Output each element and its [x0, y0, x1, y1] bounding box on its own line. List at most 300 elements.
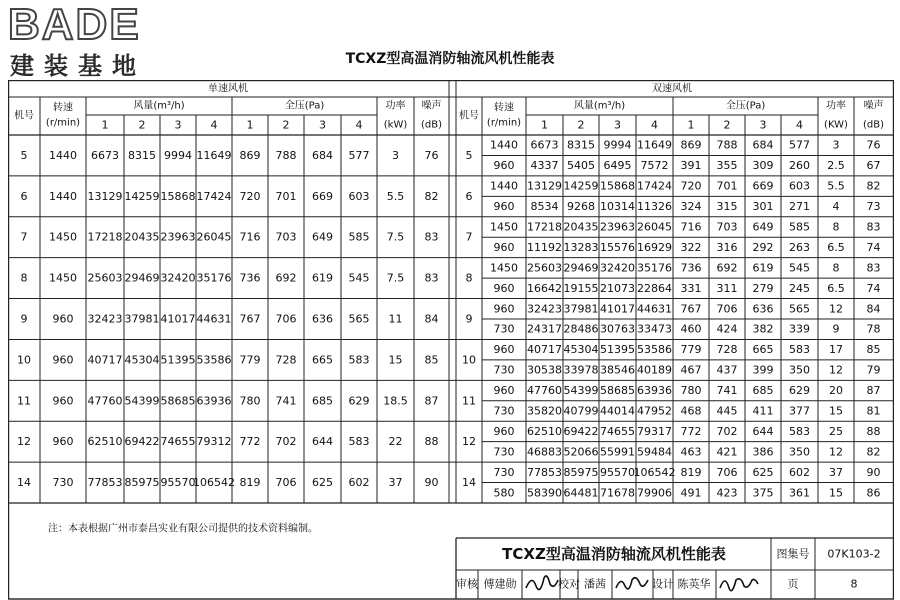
double-cell: 960 — [493, 424, 515, 438]
double-cell: 701 — [716, 179, 738, 193]
double-cell: 468 — [680, 404, 702, 418]
double-cell: 19155 — [563, 281, 599, 295]
double-cell: 76 — [866, 138, 881, 152]
double-model-cell: 11 — [462, 394, 476, 408]
single-cell: 63936 — [196, 394, 232, 408]
double-model-cell: 7 — [465, 230, 473, 244]
double-cell: 960 — [493, 343, 515, 357]
speed-header: 转速 — [494, 102, 514, 114]
check-label: 校对 — [558, 577, 580, 591]
double-cell: 960 — [493, 200, 515, 214]
double-cell: 702 — [716, 424, 738, 438]
double-cell: 377 — [789, 404, 810, 418]
double-cell: 263 — [789, 240, 810, 254]
double-cell: 5.5 — [827, 179, 845, 193]
single-cell: 58685 — [160, 394, 196, 408]
flow-point-label: 4 — [651, 118, 658, 132]
double-cell: 460 — [680, 322, 702, 336]
double-cell: 772 — [680, 424, 702, 438]
single-cell: 106542 — [193, 476, 235, 490]
single-cell: 12 — [17, 435, 31, 449]
double-cell: 20435 — [563, 220, 599, 234]
double-cell: 16929 — [637, 240, 672, 254]
double-cell: 84 — [866, 302, 881, 316]
single-cell: 79312 — [196, 435, 232, 449]
double-cell: 720 — [680, 179, 702, 193]
double-cell: 245 — [789, 281, 810, 295]
double-cell: 260 — [789, 159, 810, 173]
double-cell: 703 — [716, 220, 738, 234]
double-cell: 12 — [829, 302, 843, 316]
double-cell: 44631 — [637, 302, 672, 316]
single-cell: 7.5 — [386, 271, 405, 285]
flow-header: 风量(m³/h) — [133, 100, 185, 112]
double-cell: 279 — [752, 281, 774, 295]
single-cell: 960 — [52, 312, 74, 326]
single-cell: 5 — [20, 148, 28, 162]
single-cell: 649 — [312, 230, 333, 244]
single-cell: 77853 — [87, 476, 123, 490]
single-cell: 5.5 — [386, 189, 405, 203]
single-cell: 9 — [20, 312, 28, 326]
single-cell: 619 — [312, 271, 333, 285]
single-cell: 1450 — [49, 230, 77, 244]
double-cell: 23963 — [600, 220, 635, 234]
flow-point-label: 2 — [138, 118, 146, 132]
double-cell: 4337 — [530, 159, 559, 173]
noise-header: 噪声 — [421, 100, 442, 112]
double-cell: 636 — [752, 302, 774, 316]
double-cell: 87 — [866, 384, 881, 398]
double-cell: 331 — [680, 281, 702, 295]
double-cell: 602 — [789, 465, 810, 479]
pressure-point-label: 1 — [687, 118, 695, 132]
pressure-point-label: 4 — [796, 118, 803, 132]
double-cell: 730 — [493, 404, 515, 418]
flow-point-label: 2 — [577, 118, 585, 132]
single-cell: 14 — [17, 476, 31, 490]
single-cell: 565 — [348, 312, 370, 326]
single-cell: 960 — [52, 435, 74, 449]
double-cell: 38546 — [600, 363, 635, 377]
double-cell: 32420 — [600, 261, 635, 275]
double-cell: 83 — [866, 220, 881, 234]
double-model-cell: 12 — [462, 435, 476, 449]
double-cell: 44014 — [600, 404, 635, 418]
double-cell: 819 — [680, 465, 702, 479]
double-model-cell: 9 — [465, 312, 473, 326]
single-cell: 583 — [348, 435, 370, 449]
double-cell: 437 — [716, 363, 738, 377]
double-cell: 74 — [866, 240, 881, 254]
double-cell: 17424 — [637, 179, 672, 193]
double-cell: 463 — [680, 445, 702, 459]
double-cell: 12 — [829, 363, 843, 377]
speed-unit: (r/min) — [486, 117, 522, 129]
double-cell: 960 — [493, 302, 515, 316]
double-cell: 467 — [680, 363, 702, 377]
double-cell: 649 — [752, 220, 774, 234]
double-cell: 81 — [866, 404, 881, 418]
double-cell: 33978 — [563, 363, 599, 377]
double-cell: 9268 — [567, 200, 595, 214]
double-cell: 53586 — [637, 343, 672, 357]
single-cell: 602 — [348, 476, 370, 490]
single-cell: 76 — [424, 148, 439, 162]
double-cell: 10314 — [600, 200, 635, 214]
single-cell: 625 — [312, 476, 333, 490]
double-cell: 69422 — [563, 424, 599, 438]
double-cell: 62510 — [527, 424, 562, 438]
double-cell: 55991 — [600, 445, 635, 459]
double-cell: 35820 — [527, 404, 562, 418]
double-cell: 85975 — [563, 465, 599, 479]
double-cell: 74655 — [600, 424, 635, 438]
single-cell: 603 — [348, 189, 370, 203]
single-speed-label: 单速风机 — [208, 83, 248, 95]
pressure-point-label: 3 — [759, 118, 767, 132]
pressure-point-label: 2 — [723, 118, 731, 132]
double-cell: 361 — [789, 486, 810, 500]
single-cell: 767 — [239, 312, 261, 326]
double-cell: 106542 — [633, 465, 676, 479]
single-cell: 6673 — [91, 148, 119, 162]
double-cell: 7572 — [640, 159, 669, 173]
single-cell: 14259 — [124, 189, 160, 203]
double-cell: 8 — [832, 220, 840, 234]
single-cell: 35176 — [196, 271, 232, 285]
double-cell: 8 — [832, 261, 840, 275]
double-cell: 58390 — [527, 486, 562, 500]
single-cell: 32423 — [87, 312, 123, 326]
double-cell: 21073 — [600, 281, 635, 295]
note-text: 注：本表根据广州市泰昌实业有限公司提供的技术资料编制。 — [48, 523, 318, 535]
double-cell: 6.5 — [827, 281, 845, 295]
double-cell: 585 — [789, 220, 810, 234]
single-cell: 1450 — [49, 271, 77, 285]
noise-header: 噪声 — [863, 100, 884, 112]
double-cell: 960 — [493, 159, 515, 173]
double-cell: 54399 — [563, 384, 599, 398]
double-cell: 13129 — [527, 179, 562, 193]
double-cell: 767 — [680, 302, 702, 316]
single-cell: 736 — [239, 271, 261, 285]
double-cell: 423 — [716, 486, 738, 500]
double-cell: 37 — [829, 465, 843, 479]
double-cell: 741 — [716, 384, 738, 398]
single-cell: 69422 — [124, 435, 160, 449]
single-cell: 83 — [424, 271, 439, 285]
double-cell: 35176 — [637, 261, 672, 275]
double-cell: 77853 — [527, 465, 562, 479]
single-cell: 82 — [424, 189, 439, 203]
single-cell: 17424 — [196, 189, 232, 203]
double-cell: 706 — [716, 302, 738, 316]
double-cell: 730 — [493, 322, 515, 336]
review-label: 审核 — [456, 577, 478, 591]
designer-signature — [720, 579, 758, 591]
double-cell: 40717 — [527, 343, 562, 357]
double-cell: 1450 — [490, 220, 518, 234]
single-cell: 692 — [275, 271, 297, 285]
single-cell: 11 — [17, 394, 31, 408]
double-cell: 316 — [716, 240, 738, 254]
single-cell: 45304 — [124, 353, 160, 367]
double-cell: 619 — [752, 261, 774, 275]
design-label: 设计 — [652, 577, 674, 591]
pressure-header: 全压(Pa) — [284, 100, 325, 112]
single-cell: 1440 — [49, 189, 77, 203]
double-cell: 6495 — [603, 159, 632, 173]
double-cell: 565 — [789, 302, 810, 316]
double-model-cell: 6 — [465, 189, 473, 203]
single-cell: 74655 — [160, 435, 196, 449]
single-cell: 702 — [275, 435, 297, 449]
single-cell: 53586 — [196, 353, 232, 367]
single-cell: 720 — [239, 189, 261, 203]
double-cell: 78 — [866, 322, 881, 336]
double-cell: 445 — [716, 404, 738, 418]
double-cell: 11192 — [527, 240, 562, 254]
double-cell: 577 — [789, 138, 810, 152]
performance-table — [8, 80, 894, 600]
double-cell: 15 — [829, 486, 843, 500]
single-cell: 960 — [52, 353, 74, 367]
single-cell: 583 — [348, 353, 370, 367]
double-cell: 391 — [680, 159, 702, 173]
single-cell: 7.5 — [386, 230, 405, 244]
double-model-cell: 5 — [465, 148, 473, 162]
power-header: 功率 — [826, 100, 846, 112]
single-cell: 87 — [424, 394, 439, 408]
single-cell: 23963 — [160, 230, 196, 244]
double-cell: 28486 — [563, 322, 599, 336]
double-cell: 339 — [789, 322, 810, 336]
single-cell: 15 — [388, 353, 403, 367]
single-cell: 62510 — [87, 435, 123, 449]
single-cell: 585 — [348, 230, 370, 244]
double-cell: 730 — [493, 465, 515, 479]
single-cell: 20435 — [124, 230, 160, 244]
performance-table-grid — [8, 80, 894, 600]
double-cell: 11326 — [637, 200, 672, 214]
single-cell: 44631 — [196, 312, 232, 326]
double-cell: 960 — [493, 281, 515, 295]
double-cell: 64481 — [563, 486, 599, 500]
double-cell: 545 — [789, 261, 810, 275]
single-cell: 788 — [275, 148, 297, 162]
power-unit: (kW) — [383, 119, 408, 131]
double-cell: 25 — [829, 424, 843, 438]
single-cell: 665 — [312, 353, 333, 367]
single-cell: 644 — [312, 435, 333, 449]
double-cell: 399 — [752, 363, 774, 377]
single-cell: 9994 — [164, 148, 192, 162]
double-cell: 960 — [493, 240, 515, 254]
double-cell: 16642 — [527, 281, 562, 295]
double-cell: 67 — [866, 159, 881, 173]
single-cell: 11649 — [196, 148, 232, 162]
double-cell: 779 — [680, 343, 702, 357]
double-cell: 583 — [789, 343, 810, 357]
double-cell: 960 — [493, 384, 515, 398]
double-cell: 603 — [789, 179, 810, 193]
double-cell: 46883 — [527, 445, 562, 459]
double-cell: 355 — [716, 159, 738, 173]
document-title: TCXZ型高温消防轴流风机性能表 — [345, 51, 555, 67]
double-cell: 780 — [680, 384, 702, 398]
double-cell: 47760 — [527, 384, 562, 398]
double-cell: 382 — [752, 322, 774, 336]
double-cell: 51395 — [600, 343, 635, 357]
single-cell: 11 — [388, 312, 403, 326]
single-cell: 701 — [275, 189, 297, 203]
single-cell: 8 — [20, 271, 28, 285]
pressure-header: 全压(Pa) — [725, 100, 766, 112]
single-cell: 10 — [17, 353, 31, 367]
double-cell: 386 — [752, 445, 774, 459]
double-cell: 9 — [832, 322, 840, 336]
single-cell: 7 — [20, 230, 28, 244]
double-speed-label: 双速风机 — [652, 83, 692, 95]
double-cell: 71678 — [600, 486, 635, 500]
double-model-cell: 10 — [462, 353, 476, 367]
double-cell: 85 — [866, 343, 881, 357]
double-cell: 88 — [866, 424, 881, 438]
double-cell: 301 — [752, 200, 774, 214]
single-cell: 741 — [275, 394, 297, 408]
double-cell: 8534 — [530, 200, 559, 214]
single-cell: 819 — [239, 476, 261, 490]
double-cell: 14259 — [563, 179, 599, 193]
double-cell: 350 — [789, 445, 810, 459]
single-cell: 780 — [239, 394, 261, 408]
single-cell: 629 — [348, 394, 370, 408]
single-cell: 577 — [348, 148, 370, 162]
power-header: 功率 — [385, 100, 406, 112]
single-cell: 869 — [239, 148, 261, 162]
reviewer-name: 傅建勋 — [483, 577, 517, 591]
double-cell: 322 — [680, 240, 702, 254]
pressure-point-label: 3 — [319, 118, 326, 132]
double-model-cell: 14 — [462, 476, 476, 490]
double-cell: 728 — [716, 343, 738, 357]
double-cell: 424 — [716, 322, 738, 336]
double-cell: 2.5 — [827, 159, 845, 173]
double-cell: 6673 — [530, 138, 559, 152]
double-cell: 8315 — [567, 138, 595, 152]
pressure-point-label: 4 — [355, 118, 363, 132]
single-cell: 88 — [424, 435, 439, 449]
double-cell: 3 — [832, 138, 840, 152]
bade-logo — [8, 2, 178, 84]
double-cell: 90 — [866, 465, 881, 479]
single-cell: 728 — [275, 353, 297, 367]
single-cell: 703 — [275, 230, 297, 244]
double-cell: 82 — [866, 179, 881, 193]
single-cell: 29469 — [124, 271, 160, 285]
double-cell: 1440 — [490, 138, 518, 152]
double-cell: 40799 — [563, 404, 599, 418]
double-cell: 24317 — [527, 322, 562, 336]
checker-signature — [616, 578, 648, 589]
single-cell: 772 — [239, 435, 261, 449]
double-cell: 17 — [829, 343, 843, 357]
single-cell: 685 — [312, 394, 333, 408]
single-cell: 706 — [275, 312, 297, 326]
single-cell: 25603 — [87, 271, 123, 285]
double-cell: 324 — [680, 200, 702, 214]
single-cell: 706 — [275, 476, 297, 490]
single-cell: 669 — [312, 189, 333, 203]
double-cell: 52066 — [563, 445, 599, 459]
double-cell: 15 — [829, 404, 843, 418]
double-cell: 669 — [752, 179, 774, 193]
double-cell: 63936 — [637, 384, 672, 398]
double-cell: 730 — [493, 445, 515, 459]
double-cell: 41017 — [600, 302, 635, 316]
single-cell: 26045 — [196, 230, 232, 244]
double-cell: 74 — [866, 281, 881, 295]
noise-unit: (dB) — [862, 119, 885, 131]
double-cell: 26045 — [637, 220, 672, 234]
single-cell: 684 — [312, 148, 333, 162]
speed-unit: (r/min) — [45, 117, 81, 129]
double-cell: 20 — [829, 384, 843, 398]
single-cell: 90 — [424, 476, 439, 490]
power-unit: (KW) — [824, 119, 848, 131]
single-cell: 84 — [424, 312, 439, 326]
single-cell: 716 — [239, 230, 261, 244]
double-cell: 9994 — [603, 138, 632, 152]
single-cell: 17218 — [87, 230, 123, 244]
double-cell: 30763 — [600, 322, 635, 336]
flow-point-label: 3 — [174, 118, 182, 132]
double-cell: 580 — [493, 486, 515, 500]
double-cell: 25603 — [527, 261, 562, 275]
checker-name: 潘茜 — [584, 577, 606, 591]
atlas-label: 图集号 — [776, 547, 810, 561]
double-cell: 40189 — [637, 363, 672, 377]
double-cell: 22864 — [637, 281, 672, 295]
double-cell: 12 — [829, 445, 843, 459]
single-cell: 636 — [312, 312, 333, 326]
double-cell: 13283 — [563, 240, 599, 254]
double-cell: 4 — [832, 200, 840, 214]
reviewer-signature — [526, 576, 558, 590]
single-cell: 37 — [388, 476, 403, 490]
page-number: 8 — [850, 577, 858, 591]
double-cell: 421 — [716, 445, 738, 459]
double-cell: 58685 — [600, 384, 635, 398]
double-cell: 869 — [680, 138, 702, 152]
double-cell: 315 — [716, 200, 738, 214]
double-cell: 625 — [752, 465, 774, 479]
single-cell: 960 — [52, 394, 74, 408]
double-cell: 33473 — [637, 322, 672, 336]
single-cell: 47760 — [87, 394, 123, 408]
single-cell: 85975 — [124, 476, 160, 490]
double-cell: 375 — [752, 486, 774, 500]
double-cell: 788 — [716, 138, 738, 152]
double-cell: 644 — [752, 424, 774, 438]
double-cell: 692 — [716, 261, 738, 275]
double-cell: 32423 — [527, 302, 562, 316]
double-cell: 82 — [866, 445, 881, 459]
single-cell: 13129 — [87, 189, 123, 203]
double-cell: 309 — [752, 159, 774, 173]
double-cell: 292 — [752, 240, 774, 254]
